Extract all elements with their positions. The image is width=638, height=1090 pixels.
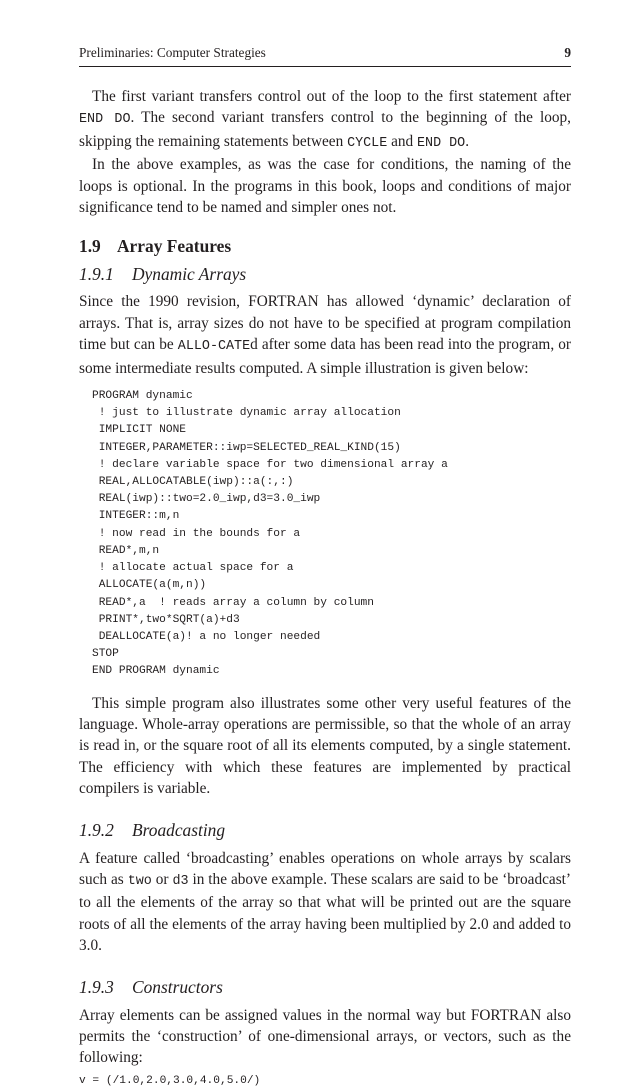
- section-heading: 1.9 Array Features: [79, 236, 232, 257]
- code-listing: [79, 388, 571, 680]
- code-line: ! declare variable space for two dimensional array a: [92, 458, 448, 471]
- inline-code: d3: [172, 873, 189, 889]
- code-line: INTEGER::m,n: [92, 510, 180, 523]
- header-rule: [79, 66, 571, 67]
- code-line: PROGRAM dynamic: [92, 390, 193, 403]
- code-line-vector: v = (/1.0,2.0,3.0,4.0,5.0/): [79, 1074, 261, 1087]
- running-head: [79, 45, 571, 63]
- code-line: IMPLICIT NONE: [92, 424, 186, 437]
- page-body: [79, 86, 571, 1090]
- subsection-heading-dynamic-arrays: 1.9.1 Dynamic Arrays: [79, 264, 247, 285]
- paragraph-dynamic-arrays: Since the 1990 revision, FORTRAN has allowed ‘dynamic’ declaration of arrays. That is, array sizes do not have to be specified at program compilation time but can be ALLO-CATEd after some data has been read into the program, or some intermediate results computed. A simple illustration is given below:: [79, 293, 571, 377]
- paragraph-loop-variants: The first variant transfers control out of the loop to the first statement after END DO. The second variant transfers control to the beginning of the loop, skipping the remaining statements between CYCLE and END DO.: [79, 88, 571, 151]
- paragraph-constructors: Array elements can be assigned values in the normal way but FORTRAN also permits the ‘construction’ of one-dimensional arrays, or vectors, such as the following:: [79, 1006, 571, 1067]
- inline-code: two: [127, 873, 152, 889]
- paragraph-array-operations: This simple program also illustrates some other very useful features of the language. Whole-array operations are permissible, so that the whole of an array is read in, or the square root of all its elements computed, by a single statement. The efficiency with which these features are implemented by practical compilers is variable.: [79, 694, 571, 798]
- code-line: ! now read in the bounds for a: [92, 527, 301, 540]
- code-line: DEALLOCATE(a)! a no longer needed: [92, 630, 321, 643]
- book-page: [79, 0, 571, 1087]
- page-number: 9: [564, 45, 571, 60]
- code-line: READ*,m,n: [92, 544, 160, 557]
- code-line: ! allocate actual space for a: [92, 562, 294, 575]
- running-title: Preliminaries: Computer Strategies: [79, 45, 266, 60]
- code-line: PRINT*,two*SQRT(a)+d3: [92, 613, 240, 626]
- code-line: INTEGER,PARAMETER::iwp=SELECTED_REAL_KIND(15): [92, 441, 401, 454]
- code-line: ALLOCATE(a(m,n)): [92, 579, 207, 592]
- code-line: REAL(iwp)::two=2.0_iwp,d3=3.0_iwp: [92, 493, 321, 506]
- code-line: ! just to illustrate dynamic array allocation: [92, 407, 401, 420]
- code-line: REAL,ALLOCATABLE(iwp)::a(:,:): [92, 476, 294, 489]
- subsection-heading-constructors: 1.9.3 Constructors: [79, 976, 223, 997]
- code-line: END PROGRAM dynamic: [92, 665, 220, 678]
- subsection-heading-broadcasting: 1.9.2 Broadcasting: [79, 819, 226, 840]
- inline-code: CYCLE: [347, 135, 388, 151]
- code-line: STOP: [92, 648, 119, 661]
- inline-code: END DO: [79, 112, 131, 128]
- code-line: READ*,a ! reads array a column by column: [92, 596, 374, 609]
- paragraph-loop-naming: In the above examples, as was the case for conditions, the naming of the loops is optional. In the programs in this book, loops and conditions of major significance tend to be named and simpler ones not.: [79, 156, 571, 217]
- inline-code: ALLO-CATE: [177, 339, 251, 355]
- inline-code: END DO: [417, 135, 466, 151]
- paragraph-broadcasting: A feature called ‘broadcasting’ enables operations on whole arrays by scalars such as two or d3 in the above example. These scalars are said to be ‘broadcast’ to all the elements of the array so that what will be printed out are the square roots of all the elements of the array having been multiplied by 2.0 and added to 3.0.: [79, 849, 571, 955]
